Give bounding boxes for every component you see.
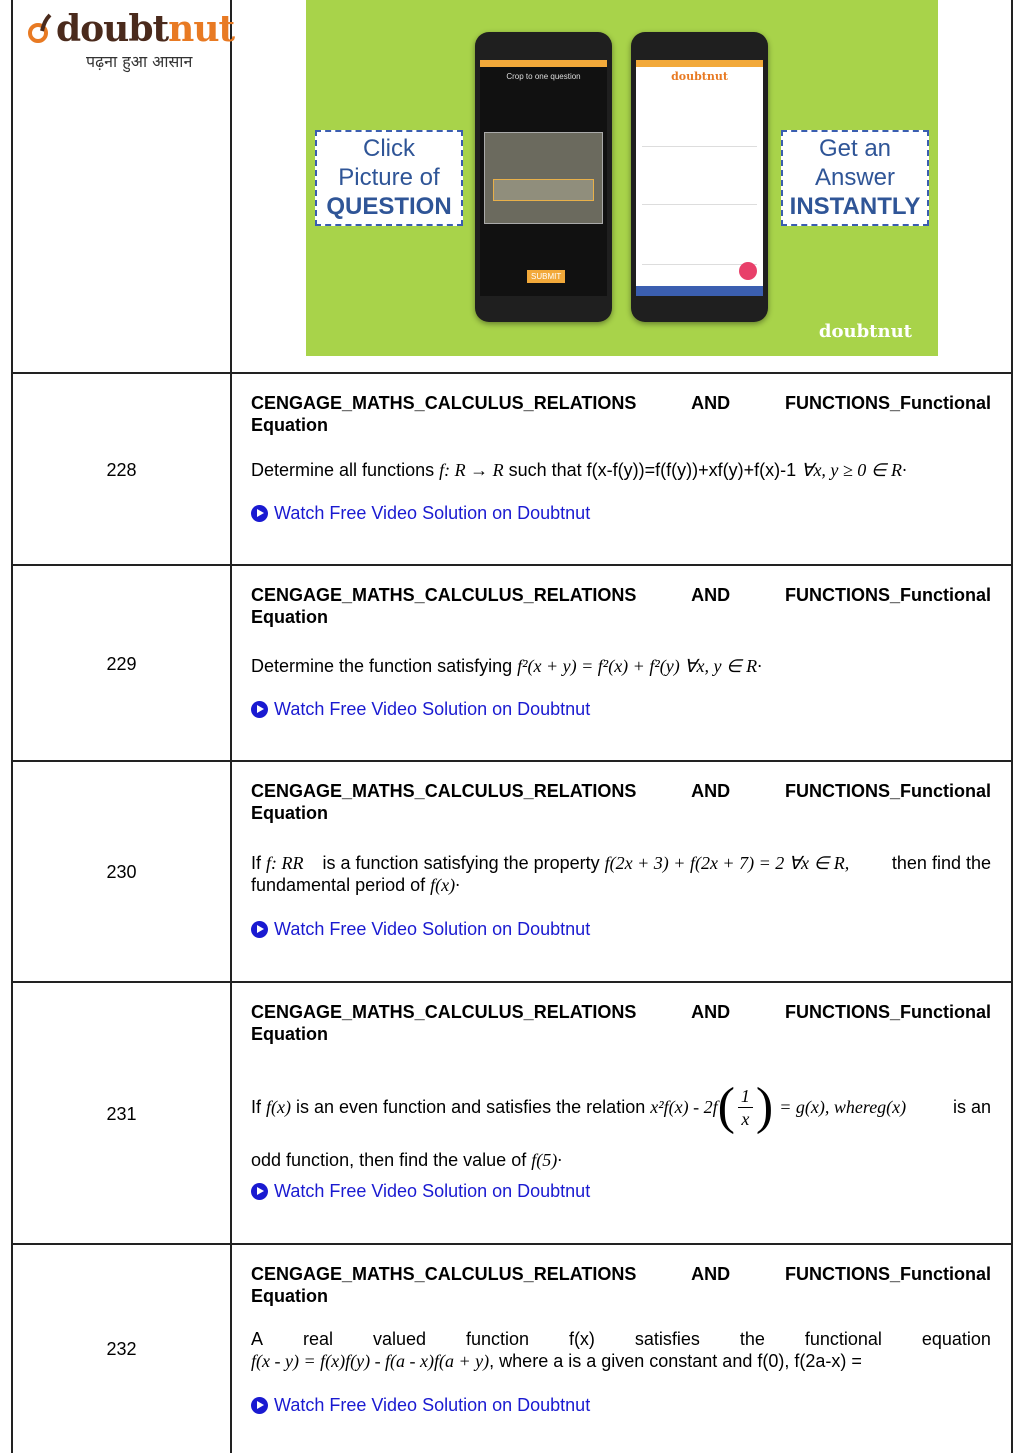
question-text-part: Determine the function satisfying xyxy=(251,656,518,676)
math-expression: = g(x), whereg(x) xyxy=(779,1097,907,1117)
question-text xyxy=(251,1328,991,1372)
heading-part: FUNCTIONS_Functional xyxy=(784,1002,991,1022)
logo-tagline: पढ़ना हुआ आसान xyxy=(86,52,193,71)
doubtnut-mark-icon xyxy=(28,13,52,43)
question-word: A xyxy=(251,1329,264,1349)
question-number: 231 xyxy=(13,983,232,1245)
question-text xyxy=(251,655,991,677)
question-text xyxy=(251,852,991,896)
question-text-part: odd function, then find the value of xyxy=(251,1150,532,1170)
math-expression: f²(x + y) = f²(x) + f²(y) ∀x, y ∈ R· xyxy=(517,656,762,676)
question-word: functional xyxy=(804,1329,882,1349)
question-text-part: such that f(x-f(y))=f(f(y))+xf(y)+f(x)-1 xyxy=(503,460,802,480)
question-text-part: then find the xyxy=(891,853,991,873)
fraction: ( $\frac{1}{x}$ ) xyxy=(717,1078,774,1135)
callout-line: Picture of xyxy=(338,164,440,191)
heading-part: CENGAGE_MATHS_CALCULUS_RELATIONS xyxy=(251,1002,637,1022)
doubtnut-logo xyxy=(28,10,234,72)
callout-line: QUESTION xyxy=(326,193,452,220)
math-expression: ∀x, y ≥ 0 ∈ R· xyxy=(801,460,907,480)
watch-video-label: Watch Free Video Solution on Doubtnut xyxy=(274,919,591,939)
watch-video-link[interactable] xyxy=(251,699,590,720)
watch-video-link[interactable] xyxy=(251,919,590,940)
get-answer-callout xyxy=(781,130,929,226)
watch-video-label: Watch Free Video Solution on Doubtnut xyxy=(274,503,591,523)
play-circle-icon xyxy=(251,921,268,938)
crop-title: Crop to one question xyxy=(506,72,581,81)
play-circle-icon xyxy=(251,505,268,522)
callout-line: Get an xyxy=(818,135,892,162)
math-expression: f(2x + 3) + f(2x + 7) = 2 ∀x ∈ R, xyxy=(604,853,850,873)
logo-text-nut: nut xyxy=(168,8,235,50)
fraction-denominator: x xyxy=(741,1108,750,1129)
justified-line xyxy=(251,1328,991,1350)
heading-line2: Equation xyxy=(251,607,328,627)
question-row-230 xyxy=(11,760,1013,983)
heading-part: FUNCTIONS_Functional xyxy=(784,1264,991,1284)
question-word: satisfies xyxy=(634,1329,700,1349)
question-text xyxy=(251,1079,991,1171)
math-expression: x²f(x) - 2f xyxy=(650,1097,718,1117)
camera-fab-icon xyxy=(739,262,757,280)
heading-part: FUNCTIONS_Functional xyxy=(784,393,991,413)
question-text-part: is an even function and satisfies the relation xyxy=(291,1097,651,1117)
question-text-part: is a function satisfying the property xyxy=(317,853,605,873)
question-heading xyxy=(251,780,991,824)
watch-video-label: Watch Free Video Solution on Doubtnut xyxy=(274,1181,591,1201)
promo-banner[interactable] xyxy=(306,0,938,356)
question-content xyxy=(251,566,991,762)
question-number: 230 xyxy=(13,762,232,983)
question-heading xyxy=(251,392,991,436)
heading-line2: Equation xyxy=(251,415,328,435)
question-content xyxy=(251,762,991,983)
question-word: f(x) xyxy=(568,1329,595,1349)
fraction-numerator: 1 xyxy=(738,1085,753,1108)
question-row-228 xyxy=(11,372,1013,566)
question-photo xyxy=(484,132,603,224)
watch-video-link[interactable] xyxy=(251,1395,590,1416)
question-heading xyxy=(251,1263,991,1307)
math-expression: f: RR⃗ xyxy=(266,853,318,873)
question-row-229 xyxy=(11,564,1013,762)
question-content xyxy=(251,1245,991,1453)
callout-line: Answer xyxy=(814,164,896,191)
question-heading xyxy=(251,584,991,628)
question-word: real xyxy=(302,1329,333,1349)
heading-line2: Equation xyxy=(251,1286,328,1306)
heading-part: CENGAGE_MATHS_CALCULUS_RELATIONS xyxy=(251,781,637,801)
question-text-part: , where a is a given constant and f(0), f(2a-x) = xyxy=(489,1351,862,1371)
watch-video-link[interactable] xyxy=(251,503,590,524)
question-number: 228 xyxy=(13,374,232,566)
question-content xyxy=(251,983,991,1245)
question-word: valued xyxy=(372,1329,426,1349)
watch-video-link[interactable] xyxy=(251,1181,590,1202)
heading-part: FUNCTIONS_Functional xyxy=(784,781,991,801)
heading-part: CENGAGE_MATHS_CALCULUS_RELATIONS xyxy=(251,1264,637,1284)
question-text-part: is an xyxy=(947,1097,991,1117)
question-number: 232 xyxy=(13,1245,232,1453)
question-row-231 xyxy=(11,981,1013,1245)
heading-part: AND xyxy=(691,585,731,605)
watch-video-label: Watch Free Video Solution on Doubtnut xyxy=(274,699,591,719)
play-circle-icon xyxy=(251,1183,268,1200)
play-circle-icon xyxy=(251,1397,268,1414)
question-word: equation xyxy=(921,1329,991,1349)
heading-part: CENGAGE_MATHS_CALCULUS_RELATIONS xyxy=(251,585,637,605)
question-text-part: fundamental period of xyxy=(251,875,431,895)
question-content xyxy=(251,374,991,566)
submit-button: SUBMIT xyxy=(527,270,565,283)
question-text-part: Determine all functions xyxy=(251,460,440,480)
logo-text-doubt: doubt xyxy=(56,8,169,50)
click-picture-callout xyxy=(315,130,463,226)
question-text xyxy=(251,459,991,481)
math-expression: f(5)· xyxy=(531,1150,562,1170)
heading-part: AND xyxy=(691,1002,731,1022)
question-word: function xyxy=(465,1329,529,1349)
callout-line: INSTANTLY xyxy=(789,193,921,220)
phone-brand: doubtnut xyxy=(671,70,728,83)
heading-part: CENGAGE_MATHS_CALCULUS_RELATIONS xyxy=(251,393,637,413)
question-word: the xyxy=(739,1329,765,1349)
callout-line: Click xyxy=(363,135,415,162)
math-expression: f(x - y) = f(x)f(y) - f(a - x)f(a + y) xyxy=(251,1351,490,1371)
play-circle-icon xyxy=(251,701,268,718)
heading-part: AND xyxy=(691,781,731,801)
question-heading xyxy=(251,1001,991,1045)
question-number: 229 xyxy=(13,566,232,762)
heading-part: AND xyxy=(691,393,731,413)
heading-line2: Equation xyxy=(251,1024,328,1044)
math-expression: f(x)· xyxy=(430,875,460,895)
math-expression: f(x) xyxy=(266,1097,291,1117)
question-text-part: If xyxy=(251,853,267,873)
question-text-part: If xyxy=(251,1097,267,1117)
watch-video-label: Watch Free Video Solution on Doubtnut xyxy=(274,1395,591,1415)
question-row-232 xyxy=(11,1243,1013,1453)
phone-camera-mockup xyxy=(475,32,612,322)
banner-watermark: doubtnut xyxy=(818,321,912,342)
phone-answer-mockup xyxy=(631,32,768,322)
heading-part: FUNCTIONS_Functional xyxy=(784,585,991,605)
heading-part: AND xyxy=(691,1264,731,1284)
heading-line2: Equation xyxy=(251,803,328,823)
math-expression: f: R → R xyxy=(439,460,504,480)
